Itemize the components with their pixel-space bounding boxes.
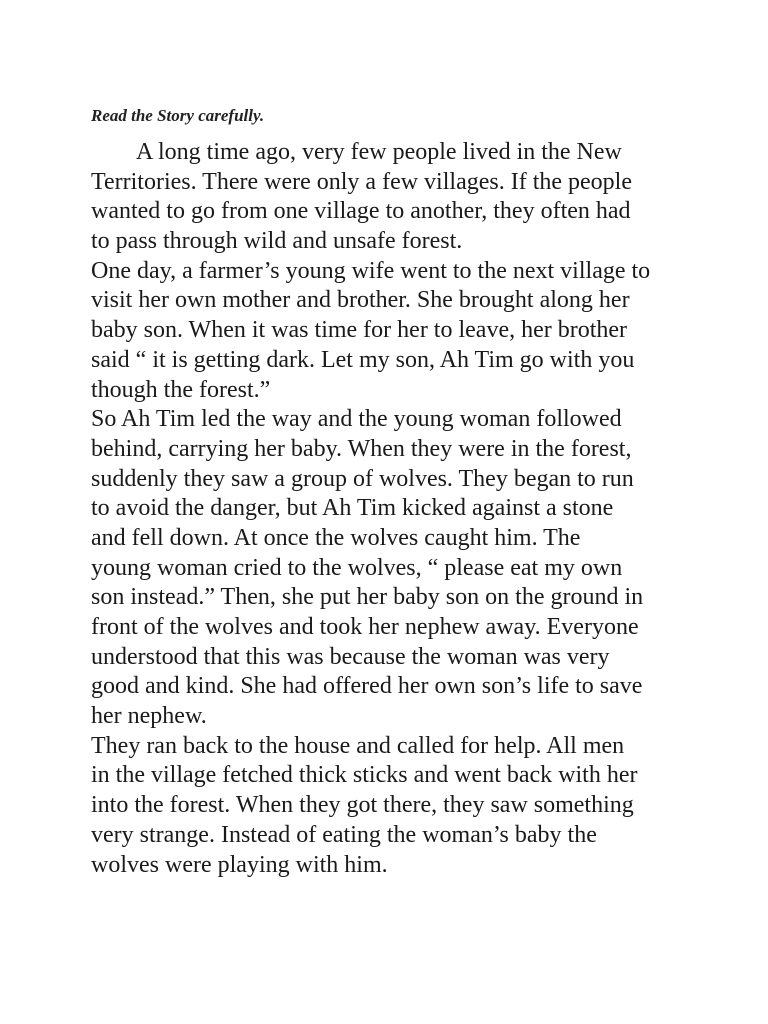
story-body — [91, 138, 691, 880]
story-line: So Ah Tim led the way and the young woman followed — [91, 406, 622, 433]
story-line: A long time ago, very few people lived in the New — [136, 139, 622, 165]
story-line: to pass through wild and unsafe forest. — [91, 228, 463, 255]
story-line: her nephew. — [91, 703, 207, 730]
story-line: understood that this was because the woman was very — [91, 643, 610, 670]
story-line: front of the wolves and took her nephew away. Everyone — [91, 614, 639, 640]
story-line: said “ it is getting dark. Let my son, Ah Tim go with you — [91, 346, 635, 373]
story-line: to avoid the danger, but Ah Tim kicked against a stone — [91, 495, 614, 522]
story-paragraph-4 — [91, 732, 691, 880]
story-line: visit her own mother and brother. She brought along her — [91, 287, 630, 314]
story-line: They ran back to the house and called for help. All men — [91, 732, 625, 759]
story-line: and fell down. At once the wolves caught him. The — [91, 524, 581, 551]
story-paragraph-3 — [91, 405, 691, 732]
story-line: good and kind. She had offered her own son’s life to save — [91, 673, 643, 700]
story-line: wanted to go from one village to another, they often had — [91, 198, 631, 225]
story-line: into the forest. When they got there, they saw something — [91, 792, 634, 819]
story-line: young woman cried to the wolves, “ please eat my own — [91, 554, 623, 581]
story-paragraph-1 — [91, 138, 691, 257]
story-line: suddenly they saw a group of wolves. They began to run — [91, 465, 634, 492]
story-line: One day, a farmer’s young wife went to the next village to — [91, 257, 651, 284]
story-line: in the village fetched thick sticks and went back with her — [91, 762, 638, 789]
story-line: son instead.” Then, she put her baby son on the ground in — [91, 584, 644, 611]
story-line: very strange. Instead of eating the woman’s baby the — [91, 821, 597, 848]
story-line: though the forest.” — [91, 376, 271, 403]
story-line: wolves were playing with him. — [91, 851, 388, 878]
story-paragraph-2 — [91, 257, 691, 405]
story-line: baby son. When it was time for her to leave, her brother — [91, 317, 628, 344]
instruction-heading: Read the Story carefully. — [91, 106, 265, 125]
story-line: Territories. There were only a few villages. If the people — [91, 168, 632, 195]
story-line: behind, carrying her baby. When they were in the forest, — [91, 435, 632, 462]
